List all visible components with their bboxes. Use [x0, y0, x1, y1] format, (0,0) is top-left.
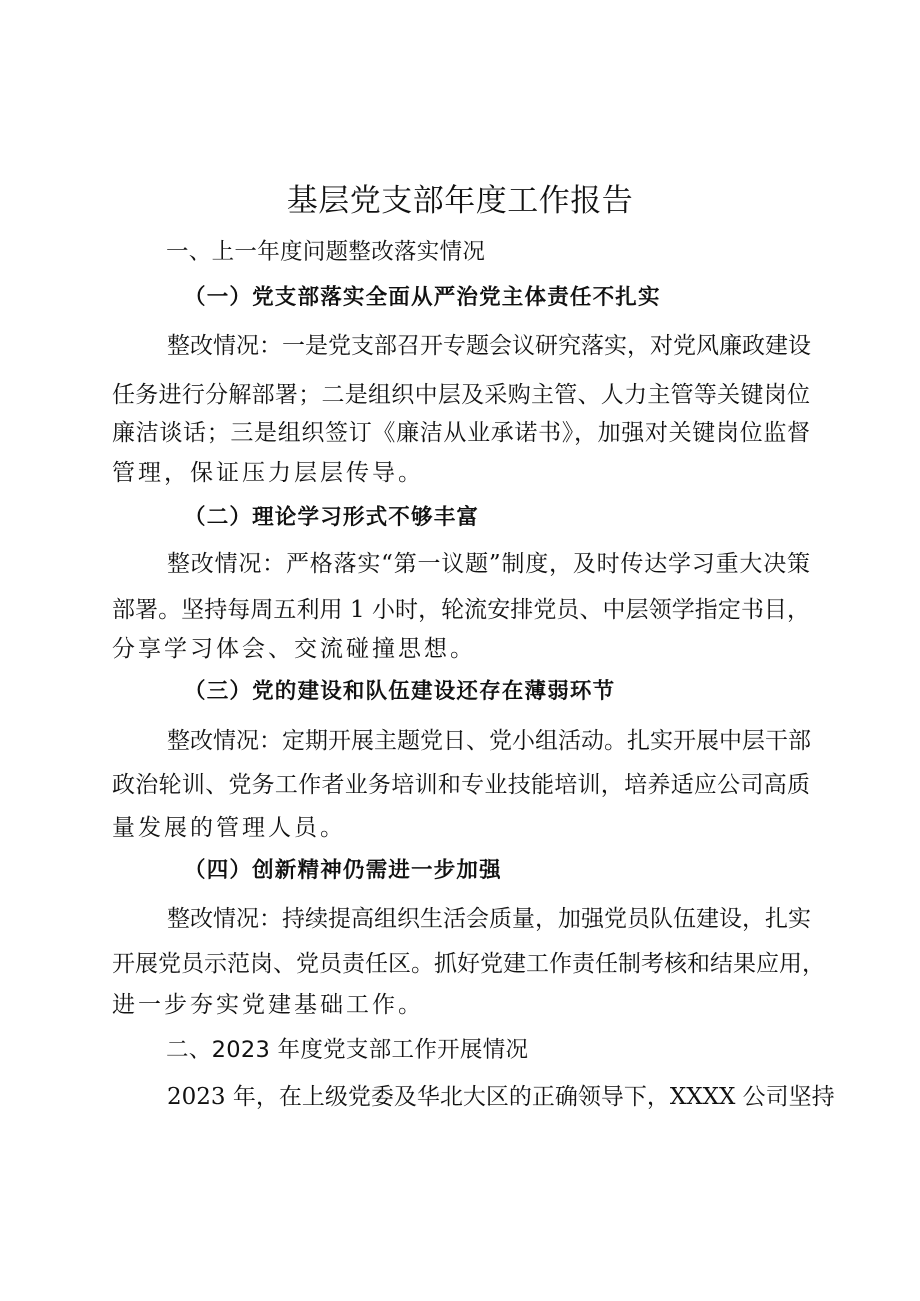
- paragraph-line: 开展党员示范岗、党员责任区。抓好党建工作责任制考核和结果应用，: [112, 951, 825, 977]
- paragraph-line: 管理，保证压力层层传导。: [112, 460, 424, 486]
- paragraph-line: 2023 年，在上级党委及华北大区的正确领导下，XXXX 公司坚持: [167, 1084, 835, 1110]
- paragraph-line: 政治轮训、党务工作者业务培训和专业技能培训，培养适应公司高质: [112, 772, 810, 798]
- subsection-heading-4: （四）创新精神仍需进一步加强: [184, 858, 502, 883]
- subsection-heading-1: （一）党支部落实全面从严治党主体责任不扎实: [184, 285, 661, 310]
- paragraph-line: 任务进行分解部署；二是组织中层及采购主管、人力主管等关键岗位: [112, 382, 810, 408]
- section-heading-2: 二、2023 年度党支部工作开展情况: [166, 1037, 529, 1063]
- paragraph-line: 整改情况：定期开展主题党日、党小组活动。扎实开展中层干部: [167, 728, 811, 754]
- paragraph-line: 量发展的管理人员。: [112, 815, 346, 841]
- section-heading-1: 一、上一年度问题整改落实情况: [166, 239, 486, 265]
- subsection-heading-2: （二）理论学习形式不够丰富: [184, 505, 480, 530]
- paragraph-line: 部署。坚持每周五利用 1 小时，轮流安排党员、中层领学指定书目，: [112, 597, 810, 623]
- document-title: 基层党支部年度工作报告: [286, 183, 634, 219]
- subsection-heading-3: （三）党的建设和队伍建设还存在薄弱环节: [184, 679, 616, 704]
- paragraph-line: 廉洁谈话；三是组织签订《廉洁从业承诺书》，加强对关键岗位监督: [112, 420, 810, 446]
- paragraph-line: 分享学习体会、交流碰撞思想。: [112, 636, 476, 662]
- paragraph-line: 整改情况：严格落实“第一议题”制度，及时传达学习重大决策: [167, 551, 810, 577]
- paragraph-line: 整改情况：持续提高组织生活会质量，加强党员队伍建设，扎实: [167, 906, 811, 932]
- paragraph-line: 进一步夯实党建基础工作。: [112, 992, 424, 1018]
- paragraph-line: 整改情况：一是党支部召开专题会议研究落实，对党风廉政建设: [167, 333, 811, 359]
